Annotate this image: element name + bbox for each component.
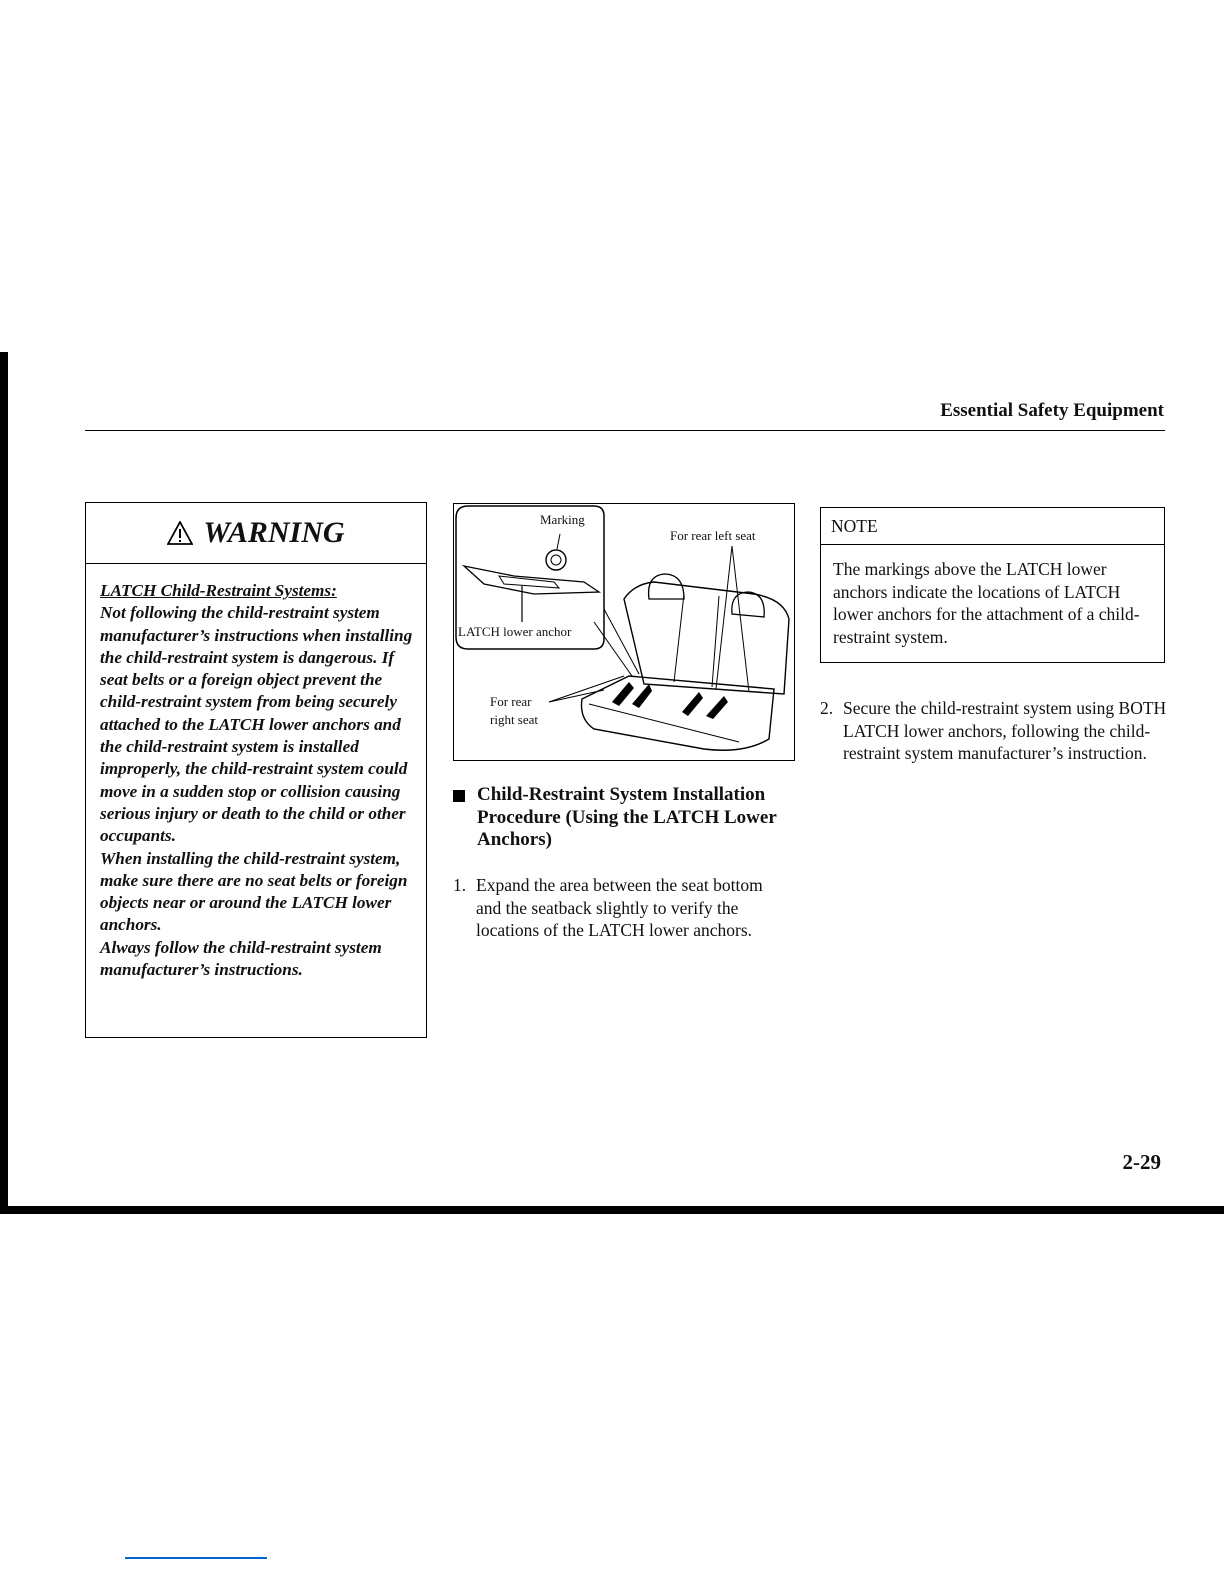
step-1 [453, 874, 773, 942]
warning-body [86, 564, 426, 981]
figure-label-latch: LATCH lower anchor [458, 624, 572, 639]
warning-header [86, 503, 426, 564]
step-1-number: 1. [453, 875, 467, 895]
section-heading [453, 784, 798, 852]
note-title: NOTE [821, 508, 1164, 545]
note-box [820, 507, 1165, 663]
figure-label-marking: Marking [540, 512, 585, 527]
section-title: Essential Safety Equipment [940, 400, 1164, 421]
warning-box [85, 502, 427, 1038]
footer-line [125, 1557, 267, 1559]
figure-label-rear-right-2: right seat [490, 712, 539, 727]
warning-paragraph-1: Not following the child-restraint system manufacturer’s instructions when installing the child-restraint system is dangerous. If seat belts or a foreign object prevent the child-restraint system from being securely attached to the LATCH lower anchors and the child-restraint system is installed improperly, the child-restraint system could move in a sudden stop or collision causing serious injury or death to the child or other occupants. [100, 603, 413, 846]
warning-paragraph-2: When installing the child-restraint system, make sure there are no seat belts or foreign objects near or around the LATCH lower anchors. [100, 848, 408, 935]
page-edge-bar [0, 352, 8, 1212]
header-rule [85, 430, 1165, 431]
warning-paragraph-3: Always follow the child-restraint system manufacturer’s instructions. [100, 937, 382, 980]
figure-label-rear-right-1: For rear [490, 694, 532, 709]
warning-heading: LATCH Child-Restraint Systems: [100, 581, 337, 600]
step-1-text: Expand the area between the seat bottom and the seatback slightly to verify the locations of the LATCH lower anchors. [476, 875, 763, 940]
note-body: The markings above the LATCH lower anchors indicate the locations of LATCH lower anchors for the attachment of a child-restraint system. [833, 559, 1140, 647]
page-number: 2-29 [1122, 1150, 1161, 1174]
warning-title: WARNING [203, 516, 345, 549]
step-2 [820, 697, 1170, 765]
square-bullet-icon [453, 790, 465, 802]
section-heading-text: Child-Restraint System Installation Procedure (Using the LATCH Lower Anchors) [477, 784, 777, 850]
warning-triangle-icon [167, 521, 193, 545]
step-2-number: 2. [820, 698, 834, 718]
figure-label-rear-left: For rear left seat [670, 528, 756, 543]
latch-diagram [453, 503, 795, 761]
page-bottom-bar [0, 1206, 1224, 1214]
step-2-text: Secure the child-restraint system using BOTH LATCH lower anchors, following the child-restraint system manufacturer’s instruction. [843, 698, 1167, 763]
